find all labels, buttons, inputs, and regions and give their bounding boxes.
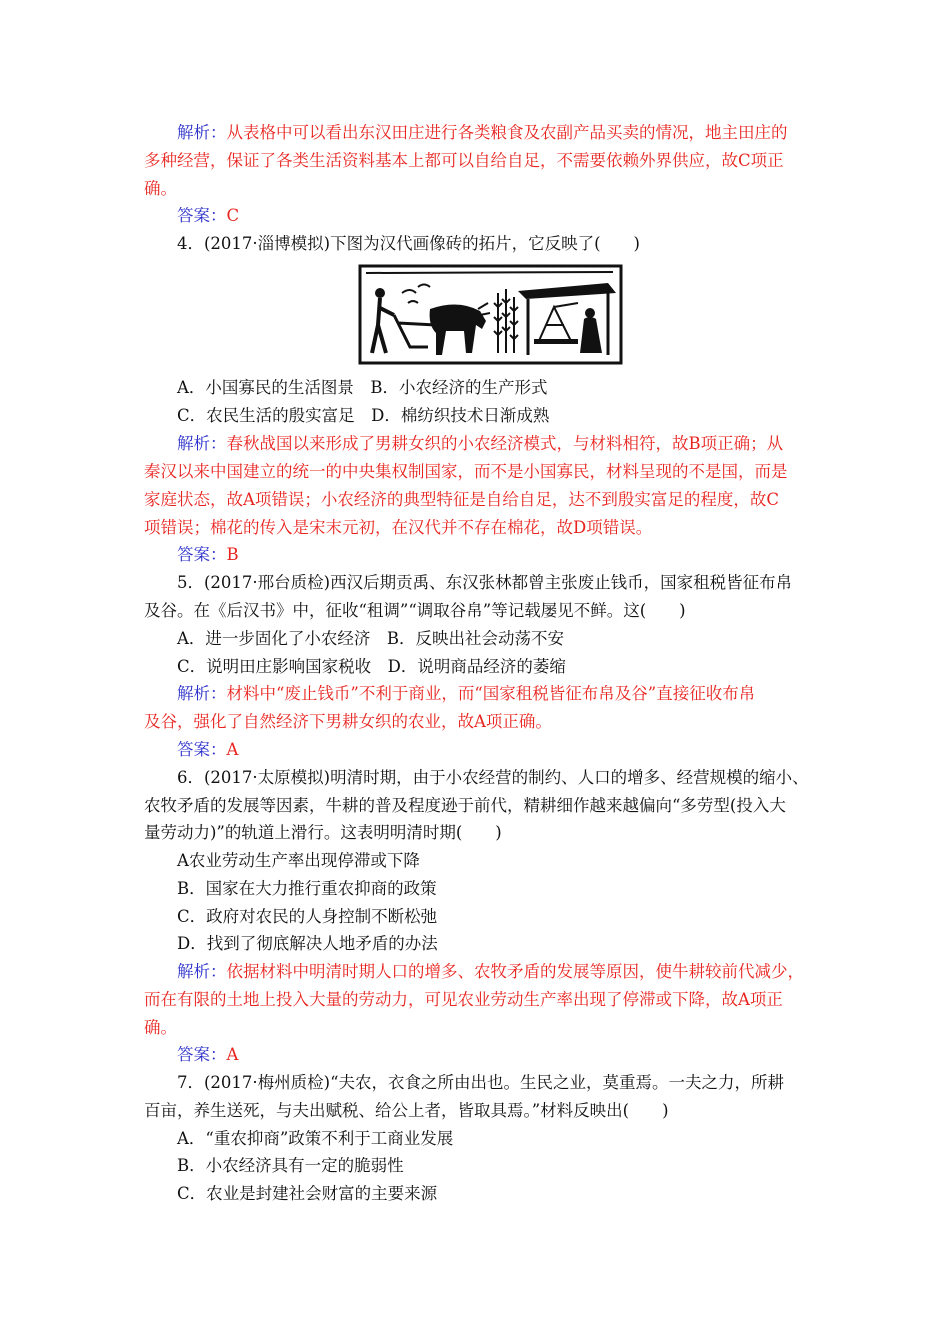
han-brick-rubbing-image <box>358 263 623 366</box>
q4-analysis-line-3: 家庭状态，故A项错误；小农经济的典型特征是自给自足，达不到殷实富足的程度，故C <box>144 490 780 509</box>
answer-label: 答案： <box>177 1045 227 1064</box>
analysis-label: 解析： <box>177 962 227 981</box>
analysis-text: 依据材料中明清时期人口的增多、农牧矛盾的发展等原因，使牛耕较前代减少， <box>226 962 804 981</box>
q7-stem-line-1: 7．(2017·梅州质检)“夫农，衣食之所由出也。生民之业，莫重焉。一夫之力，所耕 <box>177 1073 785 1092</box>
q5-options-line-2: C．说明田庄影响国家税收 D．说明商品经济的萎缩 <box>177 657 566 676</box>
q6-option-b: B．国家在大力推行重农抑商的政策 <box>177 879 437 898</box>
analysis-label: 解析： <box>177 684 227 703</box>
rubbing-illustration <box>358 263 623 366</box>
q4-options-line-1: A．小国寡民的生活图景 B．小农经济的生产形式 <box>177 378 548 397</box>
q5-analysis-line-1 <box>177 683 755 705</box>
q6-stem-line-2: 农牧矛盾的发展等因素，牛耕的普及程度逊于前代，精耕细作越来越偏向“多劳型(投入大 <box>144 796 786 815</box>
answer-value: A <box>226 740 239 759</box>
q6-stem-line-1: 6．(2017·太原模拟)明清时期，由于小农经营的制约、人口的增多、经营规模的缩小、 <box>177 768 809 787</box>
answer-label: 答案： <box>177 740 227 759</box>
analysis-text: 春秋战国以来形成了男耕女织的小农经济模式，与材料相符，故B项正确；从 <box>226 434 784 453</box>
analysis-label: 解析： <box>177 434 227 453</box>
q3-analysis-line-3: 确。 <box>144 179 177 198</box>
q6-option-d: D．找到了彻底解决人地矛盾的办法 <box>177 934 438 953</box>
q5-analysis-line-2: 及谷，强化了自然经济下男耕女织的农业，故A项正确。 <box>144 712 552 731</box>
q3-analysis-line-1 <box>177 122 788 144</box>
q4-answer <box>177 544 239 566</box>
q6-stem-line-3: 量劳动力)”的轨道上滑行。这表明明清时期( ) <box>144 823 502 842</box>
q4-stem: 4．(2017·淄博模拟)下图为汉代画像砖的拓片，它反映了( ) <box>177 234 640 253</box>
answer-value: C <box>226 206 240 225</box>
q6-answer <box>177 1044 238 1066</box>
q5-stem-line-2: 及谷。在《后汉书》中，征收“租调”“调取谷帛”等记载屡见不鲜。这( ) <box>144 601 686 620</box>
answer-value: B <box>226 545 239 564</box>
q7-stem-line-2: 百亩，养生送死，与夫出赋税、给公上者，皆取具焉。”材料反映出( ) <box>144 1101 669 1120</box>
q7-option-b: B．小农经济具有一定的脆弱性 <box>177 1156 404 1175</box>
analysis-text: 从表格中可以看出东汉田庄进行各类粮食及农副产品买卖的情况，地主田庄的 <box>226 123 788 142</box>
q3-analysis-line-2: 多种经营，保证了各类生活资料基本上都可以自给自足，不需要依赖外界供应，故C项正 <box>144 151 784 170</box>
q4-analysis-line-4: 项错误；棉花的传入是宋末元初，在汉代并不存在棉花，故D项错误。 <box>144 518 653 537</box>
q7-option-a: A．“重农抑商”政策不利于工商业发展 <box>177 1129 454 1148</box>
q5-options-line-1: A．进一步固化了小农经济 B．反映出社会动荡不安 <box>177 629 565 648</box>
answer-label: 答案： <box>177 206 227 225</box>
answer-label: 答案： <box>177 545 227 564</box>
q6-analysis-line-3: 确。 <box>144 1018 177 1037</box>
q4-options-line-2: C．农民生活的殷实富足 D．棉纺织技术日渐成熟 <box>177 406 550 425</box>
q6-option-c: C．政府对农民的人身控制不断松弛 <box>177 907 438 926</box>
q4-analysis-line-2: 秦汉以来中国建立的统一的中央集权制国家，而不是小国寡民，材料呈现的不是国，而是 <box>144 462 788 481</box>
q5-answer <box>177 739 238 761</box>
analysis-text: 材料中“废止钱币”不利于商业，而“国家租税皆征布帛及谷”直接征收布帛 <box>226 684 756 703</box>
q7-option-c: C．农业是封建社会财富的主要来源 <box>177 1184 438 1203</box>
q6-option-a: A农业劳动生产率出现停滞或下降 <box>177 851 420 870</box>
answer-value: A <box>226 1045 239 1064</box>
q3-answer <box>177 205 239 227</box>
q6-analysis-line-1 <box>177 961 804 983</box>
q4-analysis-line-1 <box>177 433 783 455</box>
analysis-label: 解析： <box>177 123 227 142</box>
q6-analysis-line-2: 而在有限的土地上投入大量的劳动力，可见农业劳动生产率出现了停滞或下降，故A项正 <box>144 990 783 1009</box>
q5-stem-line-1: 5．(2017·邢台质检)西汉后期贡禹、东汉张林都曾主张废止钱币，国家租税皆征布帛 <box>177 573 793 592</box>
